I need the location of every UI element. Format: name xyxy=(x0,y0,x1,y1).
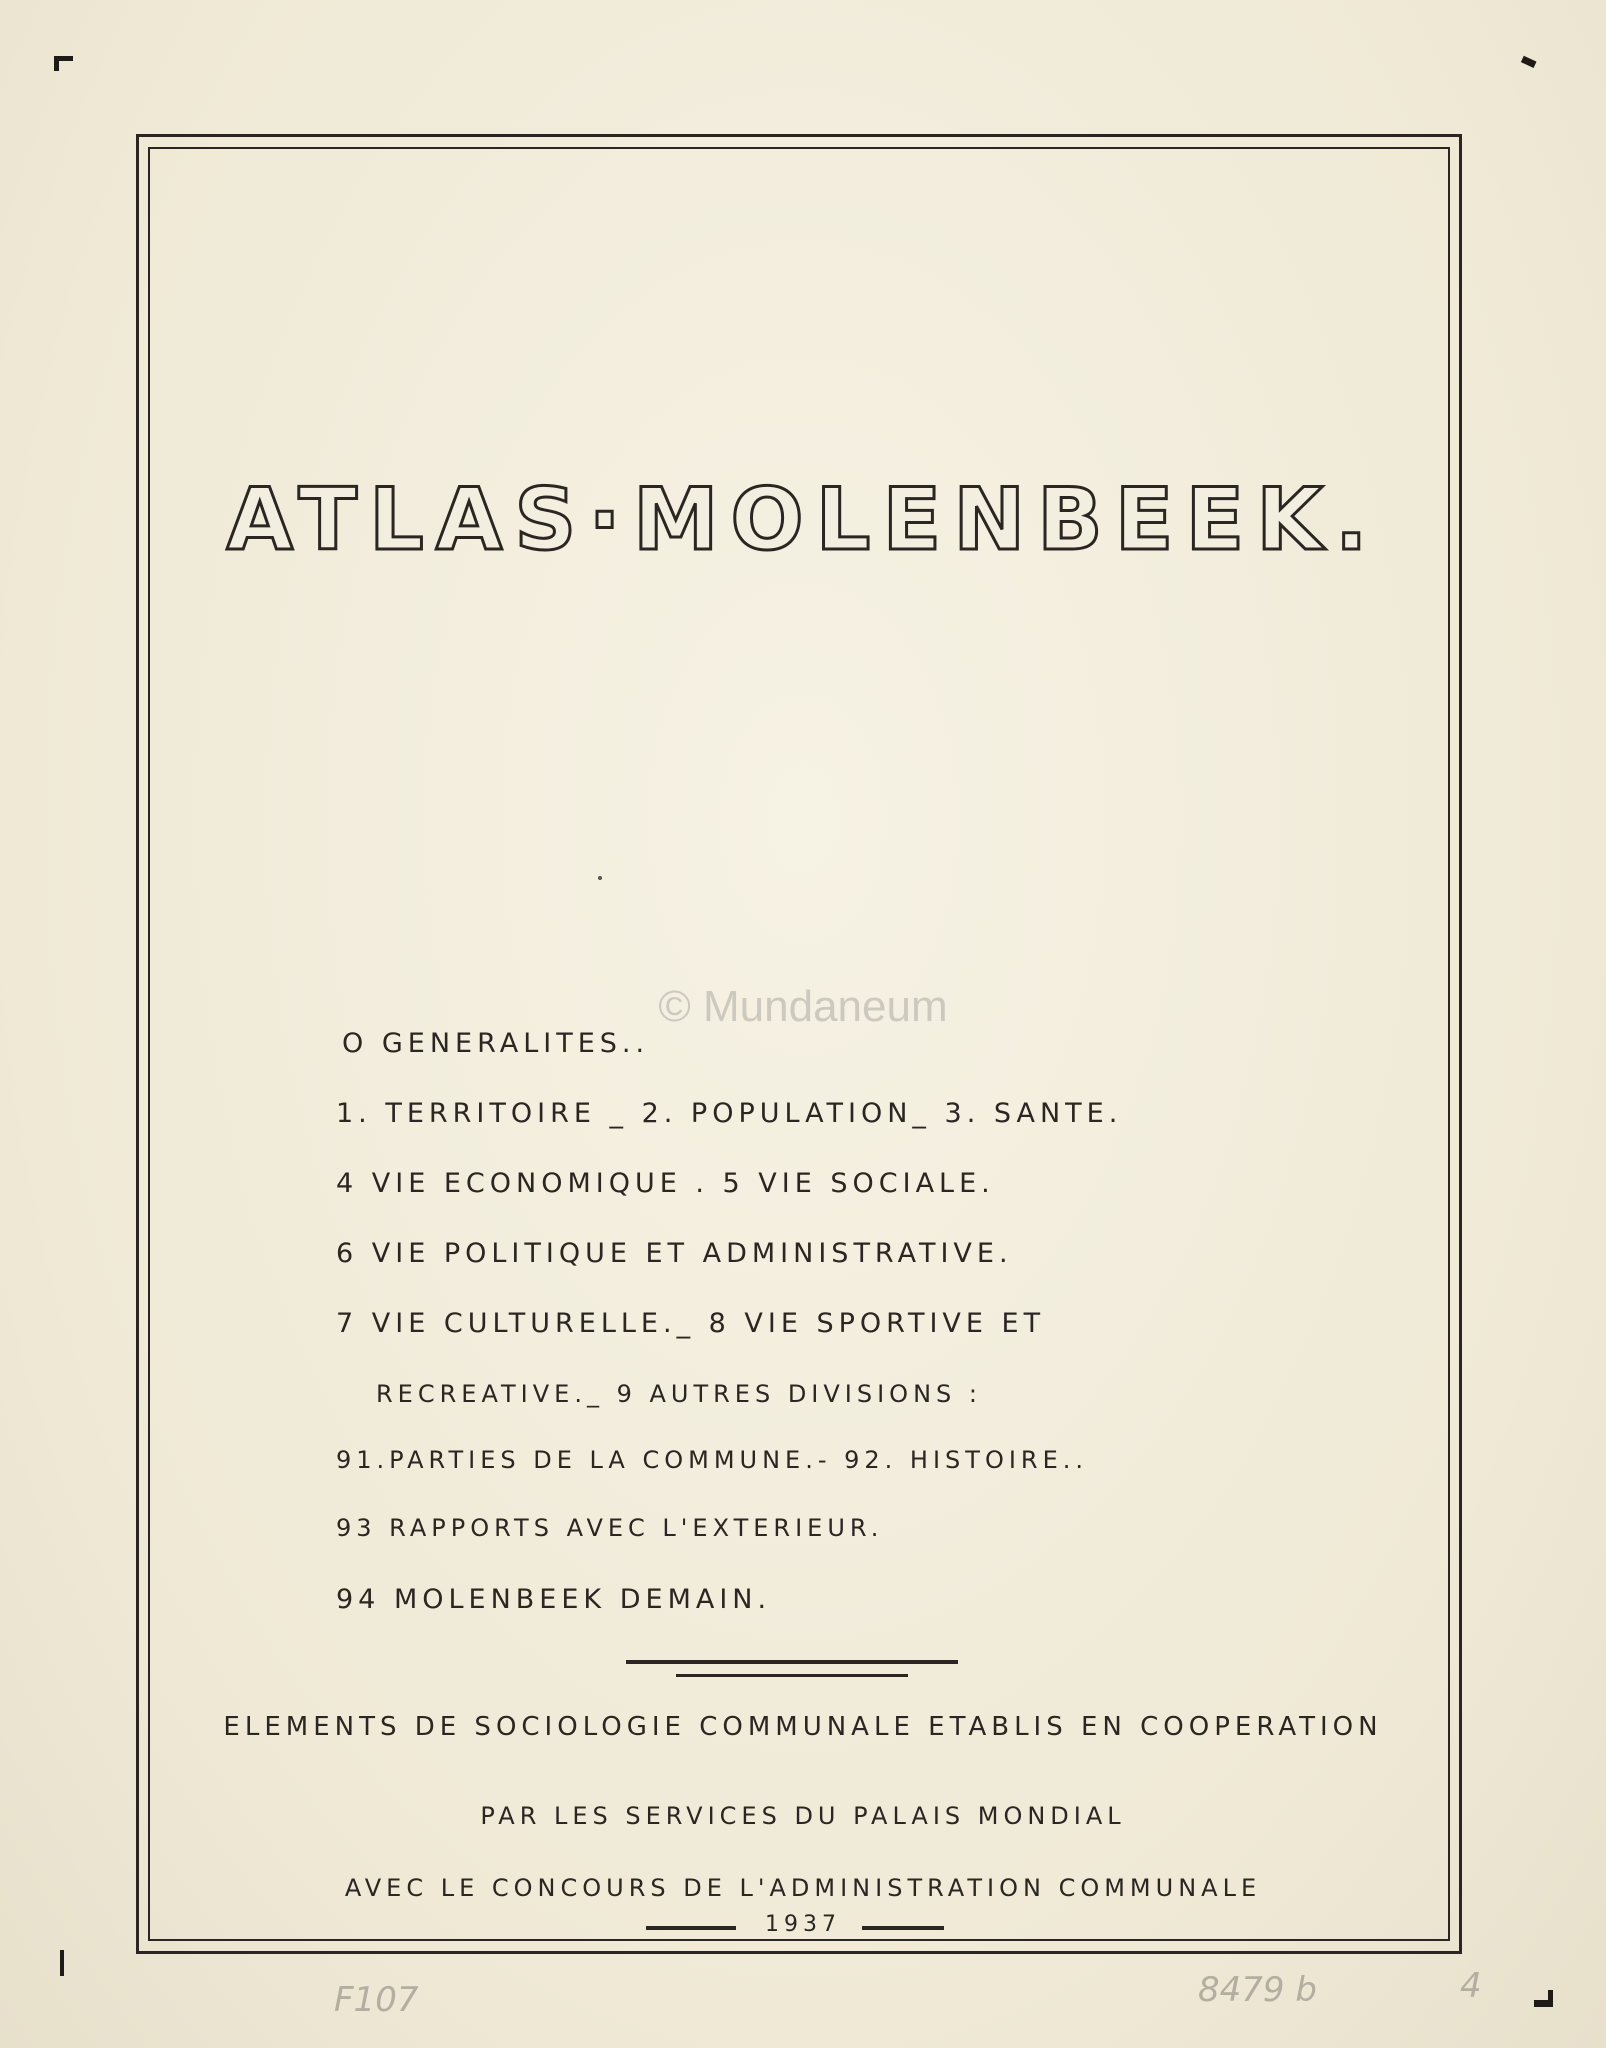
ink-dot xyxy=(598,876,602,880)
pencil-note-middle: 8479 b xyxy=(1198,1970,1317,2010)
toc-item: 1. TERRITOIRE _ 2. POPULATION_ 3. SANTE. xyxy=(336,1098,1123,1129)
pencil-note-left: F107 xyxy=(334,1980,419,2020)
pencil-note-right: 4 xyxy=(1460,1966,1482,2006)
corner-mark-bottom-left xyxy=(60,1950,64,1976)
footer-line-1: ELEMENTS DE SOCIOLOGIE COMMUNALE ETABLIS EN COOPERATION xyxy=(223,1712,1383,1742)
divider-rule-bottom xyxy=(676,1674,908,1677)
toc-item: O GENERALITES.. xyxy=(342,1028,650,1059)
corner-mark-top-left xyxy=(54,56,73,71)
toc-item: 7 VIE CULTURELLE._ 8 VIE SPORTIVE ET xyxy=(336,1308,1046,1339)
corner-mark-bottom-right xyxy=(1534,1990,1553,2007)
watermark: © Mundaneum xyxy=(658,982,948,1031)
divider-rule-top xyxy=(626,1660,958,1664)
atlas-title: ATLAS·MOLENBEEK. xyxy=(226,470,1380,570)
footer-line-3: AVEC LE CONCOURS DE L'ADMINISTRATION COMMUNALE xyxy=(344,1874,1262,1902)
toc-item: RECREATIVE._ 9 AUTRES DIVISIONS : xyxy=(376,1380,982,1408)
toc-item: 94 MOLENBEEK DEMAIN. xyxy=(336,1584,772,1615)
toc-item: 91.PARTIES DE LA COMMUNE.- 92. HISTOIRE.. xyxy=(336,1446,1089,1474)
footer-line-2: PAR LES SERVICES DU PALAIS MONDIAL xyxy=(480,1802,1126,1830)
toc-item: 4 VIE ECONOMIQUE . 5 VIE SOCIALE. xyxy=(336,1168,995,1199)
toc-item: 6 VIE POLITIQUE ET ADMINISTRATIVE. xyxy=(336,1238,1013,1269)
publication-year: 1937 xyxy=(765,1912,841,1937)
year-dash-right xyxy=(862,1926,944,1930)
toc-item: 93 RAPPORTS AVEC L'EXTERIEUR. xyxy=(336,1514,884,1542)
